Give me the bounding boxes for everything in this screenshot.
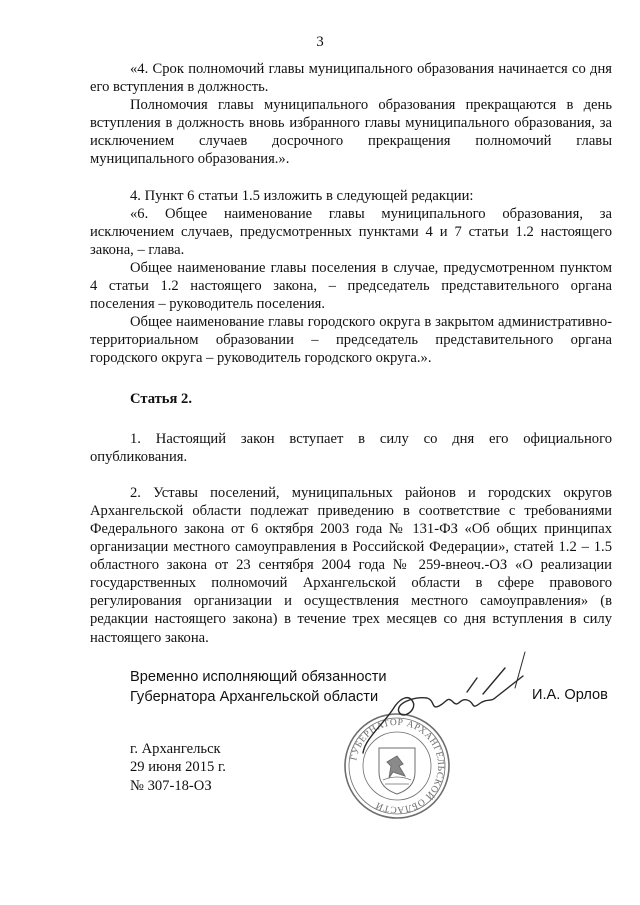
paragraph: 2. Уставы поселений, муниципальных районов и городских округов Архангельской области подлежат приведению в соответствие с требованиями Федерального закона от 6 октября 2003 года № 131-ФЗ «Об общих принципах организации местного самоуправления в Российской Федерации», статей 1.2 – 1.5 областного закона от 23 сентября 2004 года № 259-внеоч.-ОЗ «О реализации государственных полномочий Архангельской области в сфере правового регулирования организации и осуществления местного самоуправления» (в редакции настоящего закона) в течение трех месяцев со дня вступления в силу настоящего закона.: [90, 484, 612, 646]
article-heading: Статья 2.: [130, 390, 192, 407]
paragraph: Общее наименование главы поселения в случае, предусмотренном пунктом 4 статьи 1.2 настоящего закона, – председатель представительного органа поселения – руководитель поселения.: [90, 259, 612, 313]
paragraph: Полномочия главы муниципального образования прекращаются в день вступления в должность вновь избранного главы муниципального образования, за исключением случаев досрочного прекращения полномочий главы муниципального образования.».: [90, 97, 612, 168]
handwritten-signature: [355, 648, 555, 758]
paragraph: «6. Общее наименование главы муниципального образования, за исключением случаев, предусмотренных пунктами 4 и 7 статьи 1.2 настоящего закона, – глава.: [90, 205, 612, 258]
paragraph: «4. Срок полномочий главы муниципального образования начинается со дня его вступления в должность.: [90, 61, 612, 96]
signer-name: И.А. Орлов: [532, 687, 608, 703]
document-body: [90, 60, 612, 647]
paragraph: Общее наименование главы городского округа в закрытом административно-территориальном образовании – председатель представительного органа городского округа – руководитель городского округа.».: [90, 314, 612, 367]
page-number: 3: [316, 34, 324, 50]
law-number: № 307-18-ОЗ: [130, 777, 212, 794]
seal-text: ГУБЕРНАТОР АРХАНГЕЛЬСКОЙ ОБЛАСТИ: [349, 717, 446, 815]
paragraph: 4. Пункт 6 статьи 1.5 изложить в следующей редакции:: [130, 187, 474, 204]
signer-title-line: Губернатора Архангельской области: [130, 689, 379, 705]
place-of-signing: г. Архангельск: [130, 741, 221, 757]
signer-title-line: Временно исполняющий обязанности: [130, 669, 387, 685]
paragraph: 1. Настоящий закон вступает в силу со дня его официального опубликования.: [90, 430, 612, 465]
document-footer: [130, 740, 226, 795]
signing-date: 29 июня 2015 г.: [130, 759, 226, 776]
